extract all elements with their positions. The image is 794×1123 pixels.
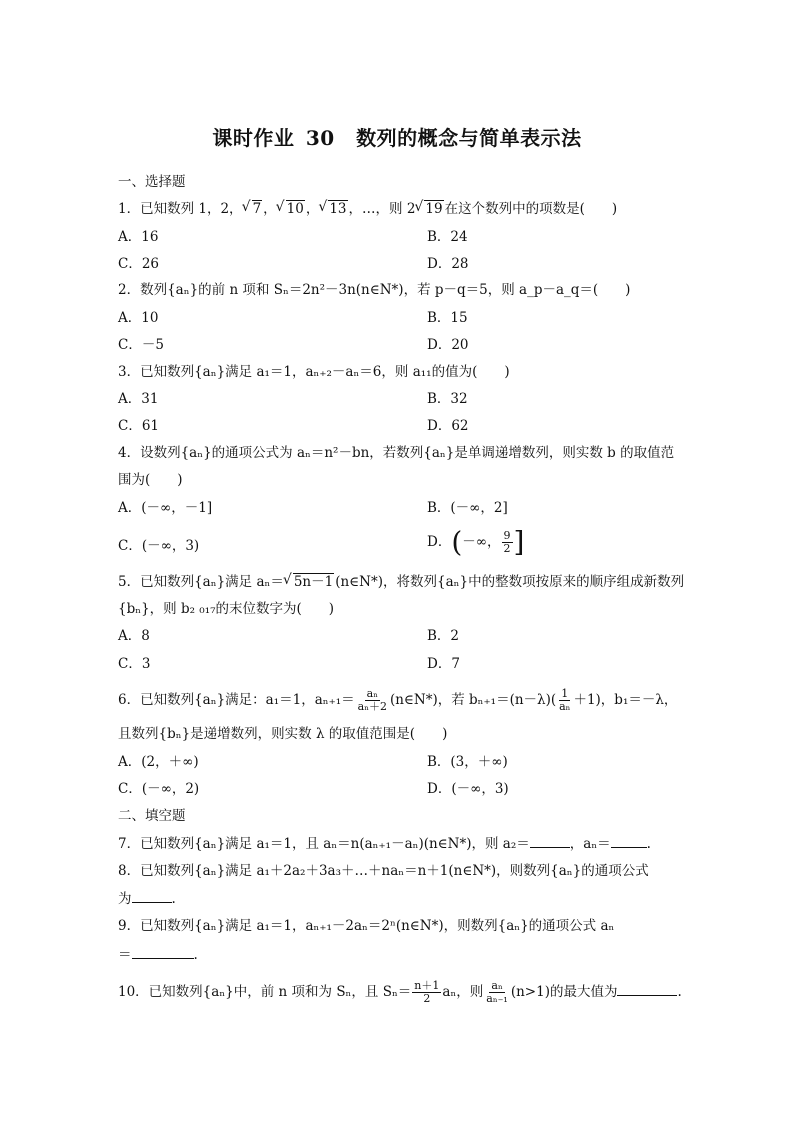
q1-option-a: A．16 xyxy=(118,229,159,245)
q5-option-d: D．7 xyxy=(427,656,460,672)
question-7: 7．已知数列{aₙ}满足 a₁＝1，且 aₙ＝n(aₙ₊₁－aₙ)(n∈N*)，则 a₂＝ ，aₙ＝ . xyxy=(118,833,651,854)
q1-suffix: 在这个数列中的项数是( ) xyxy=(444,201,618,217)
q10-prefix: 10．已知数列{aₙ}中，前 n 项和为 Sₙ，且 Sₙ＝ xyxy=(118,984,412,1000)
q3-option-d: D．62 xyxy=(427,418,469,434)
q6-fraction-1: $\frac{\text{aₙ}}{\text{aₙ＋2}}$ xyxy=(357,687,387,713)
sqrt-symbol xyxy=(415,199,443,219)
q10-suffix: (n>1)的最大值为 xyxy=(510,984,618,1000)
question-6-line-2: 且数列{bₙ}是递增数列，则实数 λ 的取值范围是( ) xyxy=(118,726,448,742)
question-4-line-1: 4．设数列{aₙ}的通项公式为 aₙ＝n²－bn，若数列{aₙ}是单调递增数列，则实数 b 的取值范 xyxy=(118,445,675,461)
q7-mid: ，aₙ＝ xyxy=(569,836,611,852)
q2-option-b: B．15 xyxy=(427,310,468,326)
title-main: 课时作业 xyxy=(212,126,295,150)
question-1: 1．已知数列 1，2，√ 7 ，√ 10 ，√ 13 ，…，则 2√ 19 在这个数列中的项数是( ) xyxy=(118,199,617,219)
q3-option-b: B．32 xyxy=(427,391,468,407)
page-title xyxy=(0,122,794,151)
q1-radicand-1: 7 xyxy=(252,201,262,217)
q6-suffix: ＋1)，b₁＝－λ， xyxy=(573,692,678,708)
q5-option-a: A．8 xyxy=(118,628,150,644)
sqrt-symbol xyxy=(284,572,334,592)
question-3: 3．已知数列{aₙ}满足 a₁＝1，aₙ₊₂－aₙ＝6，则 a₁₁的值为( ) xyxy=(118,364,510,380)
q6-option-d: D．(－∞，3) xyxy=(427,781,509,797)
q5-suffix: (n∈N*)，将数列{aₙ}中的整数项按原来的顺序组成新数列 xyxy=(335,574,685,590)
question-9-line-2: ＝ . xyxy=(118,944,198,965)
q6-mid: (n∈N*)，若 bₙ₊₁＝(n－λ)( xyxy=(389,692,557,708)
section-heading-fill: 二、填空题 xyxy=(118,808,186,824)
q2-option-a: A．10 xyxy=(118,310,159,326)
q5-option-c: C．3 xyxy=(118,656,151,672)
q6-fraction-2: $\frac{1}{\text{aₙ}}$ xyxy=(559,687,571,713)
q4-option-d: D．(－∞， $\frac{9}{2}$ ] xyxy=(427,525,525,559)
q1-option-d: D．28 xyxy=(427,256,469,272)
q4-option-d-label: D． xyxy=(427,534,452,550)
q1-radicand-4: 19 xyxy=(425,201,443,217)
q4-option-c: C．(－∞，3) xyxy=(118,538,200,554)
q2-option-d: D．20 xyxy=(427,337,469,353)
q2-option-c: C．－5 xyxy=(118,337,164,353)
answer-blank-a2[interactable] xyxy=(530,833,570,848)
q6-option-b: B．(3，＋∞) xyxy=(427,754,508,770)
question-4-line-2: 围为( ) xyxy=(118,472,183,488)
q3-option-a: A．31 xyxy=(118,391,159,407)
title-topic: 数列的概念与简单表示法 xyxy=(356,126,582,150)
answer-blank-q8[interactable] xyxy=(132,888,172,903)
q5-prefix: 5．已知数列{aₙ}满足 aₙ＝ xyxy=(118,574,284,590)
q4-option-d-inner: －∞， xyxy=(462,534,501,550)
q1-option-b: B．24 xyxy=(427,229,468,245)
answer-blank-q10[interactable] xyxy=(617,981,677,996)
q4-option-b: B．(－∞，2] xyxy=(427,500,508,516)
q1-option-c: C．26 xyxy=(118,256,160,272)
question-5-line-1 xyxy=(118,572,684,592)
question-8-line-1: 8．已知数列{aₙ}满足 a₁＋2a₂＋3a₃＋…＋naₙ＝n＋1(n∈N*)，则数列{aₙ}的通项公式 xyxy=(118,863,649,879)
title-number: 30 xyxy=(305,126,335,150)
q6-option-a: A．(2，＋∞) xyxy=(118,754,199,770)
answer-blank-an[interactable] xyxy=(611,833,647,848)
q3-option-c: C．61 xyxy=(118,418,160,434)
q1-radicand-2: 10 xyxy=(286,201,304,217)
q10-fraction-2: $\frac{\text{aₙ}}{\text{aₙ₋₁}}$ xyxy=(486,979,508,1005)
q1-radicand-3: 13 xyxy=(329,201,347,217)
sqrt-symbol xyxy=(243,199,263,219)
q5-option-b: B．2 xyxy=(427,628,460,644)
section-heading-choice: 一、选择题 xyxy=(118,174,186,190)
sqrt-symbol xyxy=(319,199,347,219)
q6-option-c: C．(－∞，2) xyxy=(118,781,200,797)
question-6-line-1 xyxy=(118,688,677,713)
q6-prefix: 6．已知数列{aₙ}满足：a₁＝1，aₙ₊₁＝ xyxy=(118,692,355,708)
q4-option-d-fraction: $\frac{9}{2}$ xyxy=(503,529,511,555)
sqrt-symbol xyxy=(277,199,305,219)
question-10: 10．已知数列{aₙ}中，前 n 项和为 Sₙ，且 Sₙ＝ $\frac{n+1}{2}$ aₙ，则 $\frac{\text{aₙ}}{\text{aₙ₋₁}}$ (n>1)的最大值为 . xyxy=(118,979,682,1005)
q1-prefix: 1．已知数列 1，2， xyxy=(118,201,243,217)
question-5-line-2: {bₙ}，则 b₂ ₀₁₇的末位数字为( ) xyxy=(118,601,335,617)
q5-radicand: 5n－1 xyxy=(293,574,334,590)
q7-prefix: 7．已知数列{aₙ}满足 a₁＝1，且 aₙ＝n(aₙ₊₁－aₙ)(n∈N*)，则 a₂＝ xyxy=(118,836,530,852)
answer-blank-q9[interactable] xyxy=(132,944,194,959)
q1-mid: ，…，则 2 xyxy=(348,201,416,217)
question-2: 2．数列{aₙ}的前 n 项和 Sₙ＝2n²－3n(n∈N*)，若 p－q＝5，则 a_p－a_q＝( ) xyxy=(118,282,631,298)
q10-fraction-1: $\frac{n+1}{2}$ xyxy=(414,979,440,1005)
question-9-line-1: 9．已知数列{aₙ}满足 a₁＝1，aₙ₊₁－2aₙ＝2ⁿ(n∈N*)，则数列{aₙ}的通项公式 aₙ xyxy=(118,918,615,934)
q10-mid: aₙ，则 xyxy=(442,984,484,1000)
question-8-line-2: 为 . xyxy=(118,888,176,909)
q4-option-a: A．(－∞，－1] xyxy=(118,500,213,516)
